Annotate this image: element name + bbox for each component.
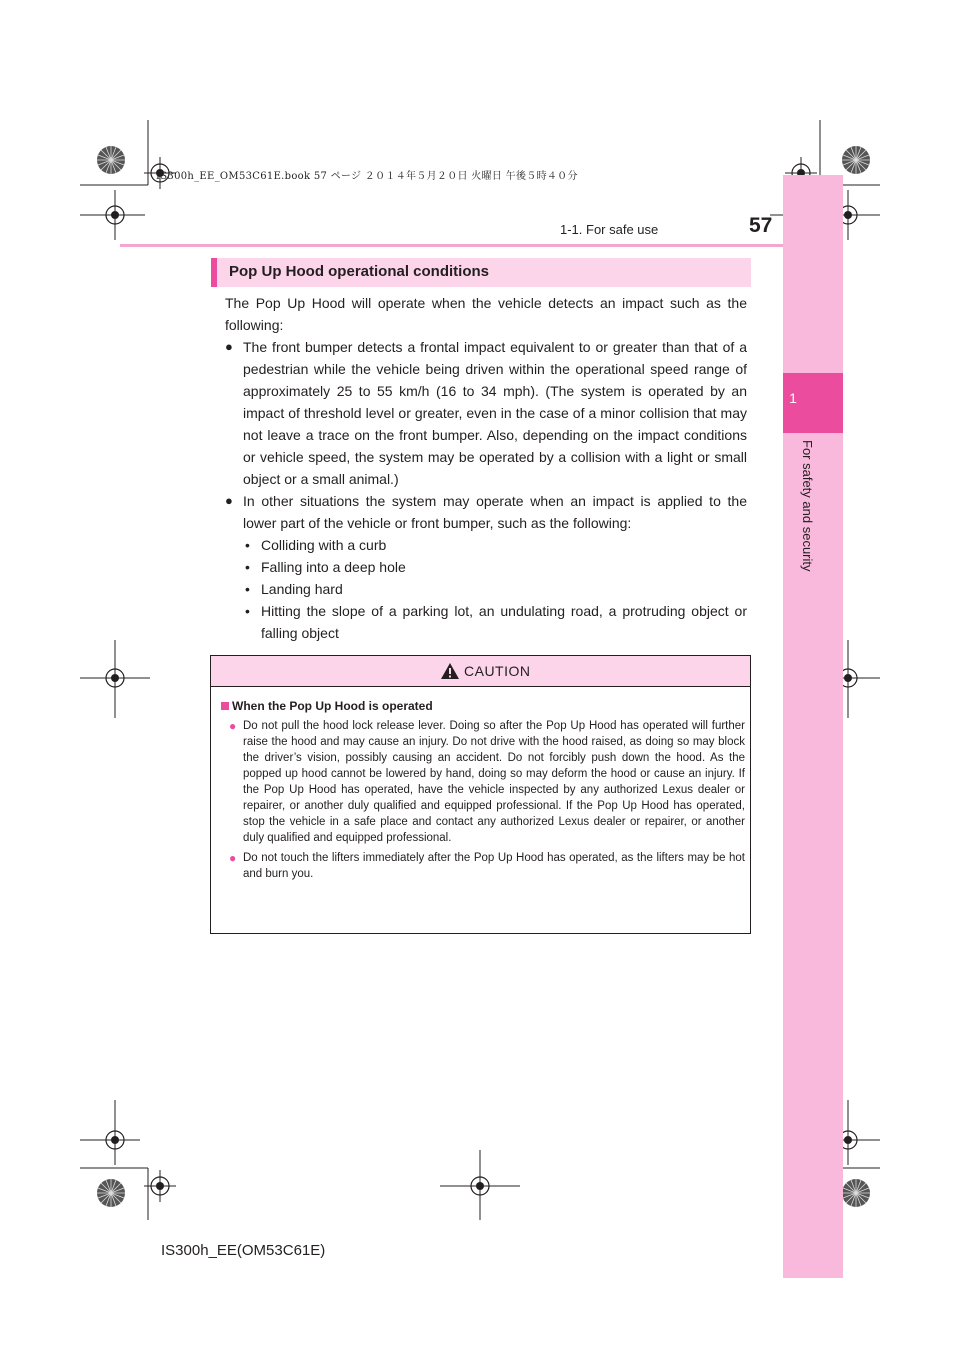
bullet-icon: ● — [225, 339, 233, 354]
bullet-item — [225, 336, 747, 490]
square-bullet-icon — [221, 702, 229, 710]
caution-header — [211, 656, 750, 687]
side-tab — [783, 175, 843, 1278]
header-rule — [120, 244, 783, 247]
footer-model-code: IS300h_EE(OM53C61E) — [161, 1242, 326, 1259]
caution-bullet-icon: ● — [229, 851, 237, 865]
bullet-text: In other situations the system may operate when an impact is applied to the lower part of the vehicle or front bumper, such as the following: — [243, 493, 747, 531]
intro-paragraph: The Pop Up Hood will operate when the vehicle detects an impact such as the following: — [225, 295, 747, 333]
sub-bullet-icon: • — [245, 559, 250, 575]
caution-item — [221, 850, 745, 882]
sub-item-text: Falling into a deep hole — [261, 559, 406, 575]
caution-title: CAUTION — [464, 663, 531, 679]
caution-bullet-icon: ● — [229, 719, 237, 733]
caution-item-text: Do not touch the lifters immediately after the Pop Up Hood has operated, as the lifters may be hot and burn you. — [243, 852, 745, 880]
chapter-number: 1 — [789, 390, 797, 406]
body-text — [225, 292, 747, 644]
warning-triangle-icon — [440, 662, 460, 680]
sub-list-item — [225, 556, 747, 578]
bullet-item — [225, 490, 747, 534]
caution-box — [210, 655, 751, 934]
caution-item-text: Do not pull the hood lock release lever. Doing so after the Pop Up Hood has operated will further raise the hood and may cause an injury. Do not drive with the hood raised, as doing so may block the driver’s vision, possibly causing an accident. Do not forcibly push down the hood. As the popped up hood cannot be lowered by hand, doing so may deform the hood or cause an injury. If the Pop Up Hood has operated, have the vehicle inspected by any authorized Lexus dealer or repairer, or another duly qualified and equipped professional. If the Pop Up Hood has operated, stop the vehicle in a safe place and contact any authorized Lexus dealer or repairer, or another duly qualified and equipped professional. — [243, 720, 745, 844]
section-heading: Pop Up Hood operational conditions — [229, 263, 489, 280]
caution-subheading: When the Pop Up Hood is operated — [221, 698, 745, 714]
bullet-icon: ● — [225, 493, 233, 508]
bullet-text: The front bumper detects a frontal impact equivalent to or greater than that of a pedestrian while the vehicle being driven within the operational speed range of approximately 25 to 55 km/h (16 to 34 mph). (The system is operated by an impact of threshold level or greater, even in the case of a minor collision that may not leave a trace on the front bumper. Also, depending on the impact conditions or vehicle speed, the system may be operated by a collision with a light or small object or a small animal.) — [243, 339, 747, 487]
sub-list-item — [225, 600, 747, 644]
book-file-info: IS300h_EE_OM53C61E.book 57 ページ ２０１４年５月２０日 火曜日 午後５時４０分 — [156, 171, 578, 182]
sub-item-text: Hitting the slope of a parking lot, an undulating road, a protruding object or falling object — [261, 603, 747, 641]
page-number: 57 — [749, 214, 773, 237]
sub-item-text: Colliding with a curb — [261, 537, 387, 553]
caution-item — [221, 718, 745, 846]
sub-bullet-icon: • — [245, 581, 250, 597]
sub-list-item — [225, 534, 747, 556]
sub-bullet-icon: • — [245, 537, 250, 553]
section-label: 1-1. For safe use — [560, 222, 659, 237]
sub-list-item — [225, 578, 747, 600]
sub-bullet-icon: • — [245, 603, 250, 619]
chapter-title: For safety and security — [800, 440, 815, 572]
sub-item-text: Landing hard — [261, 581, 343, 597]
caution-body — [221, 698, 745, 882]
section-heading-box — [211, 258, 751, 287]
